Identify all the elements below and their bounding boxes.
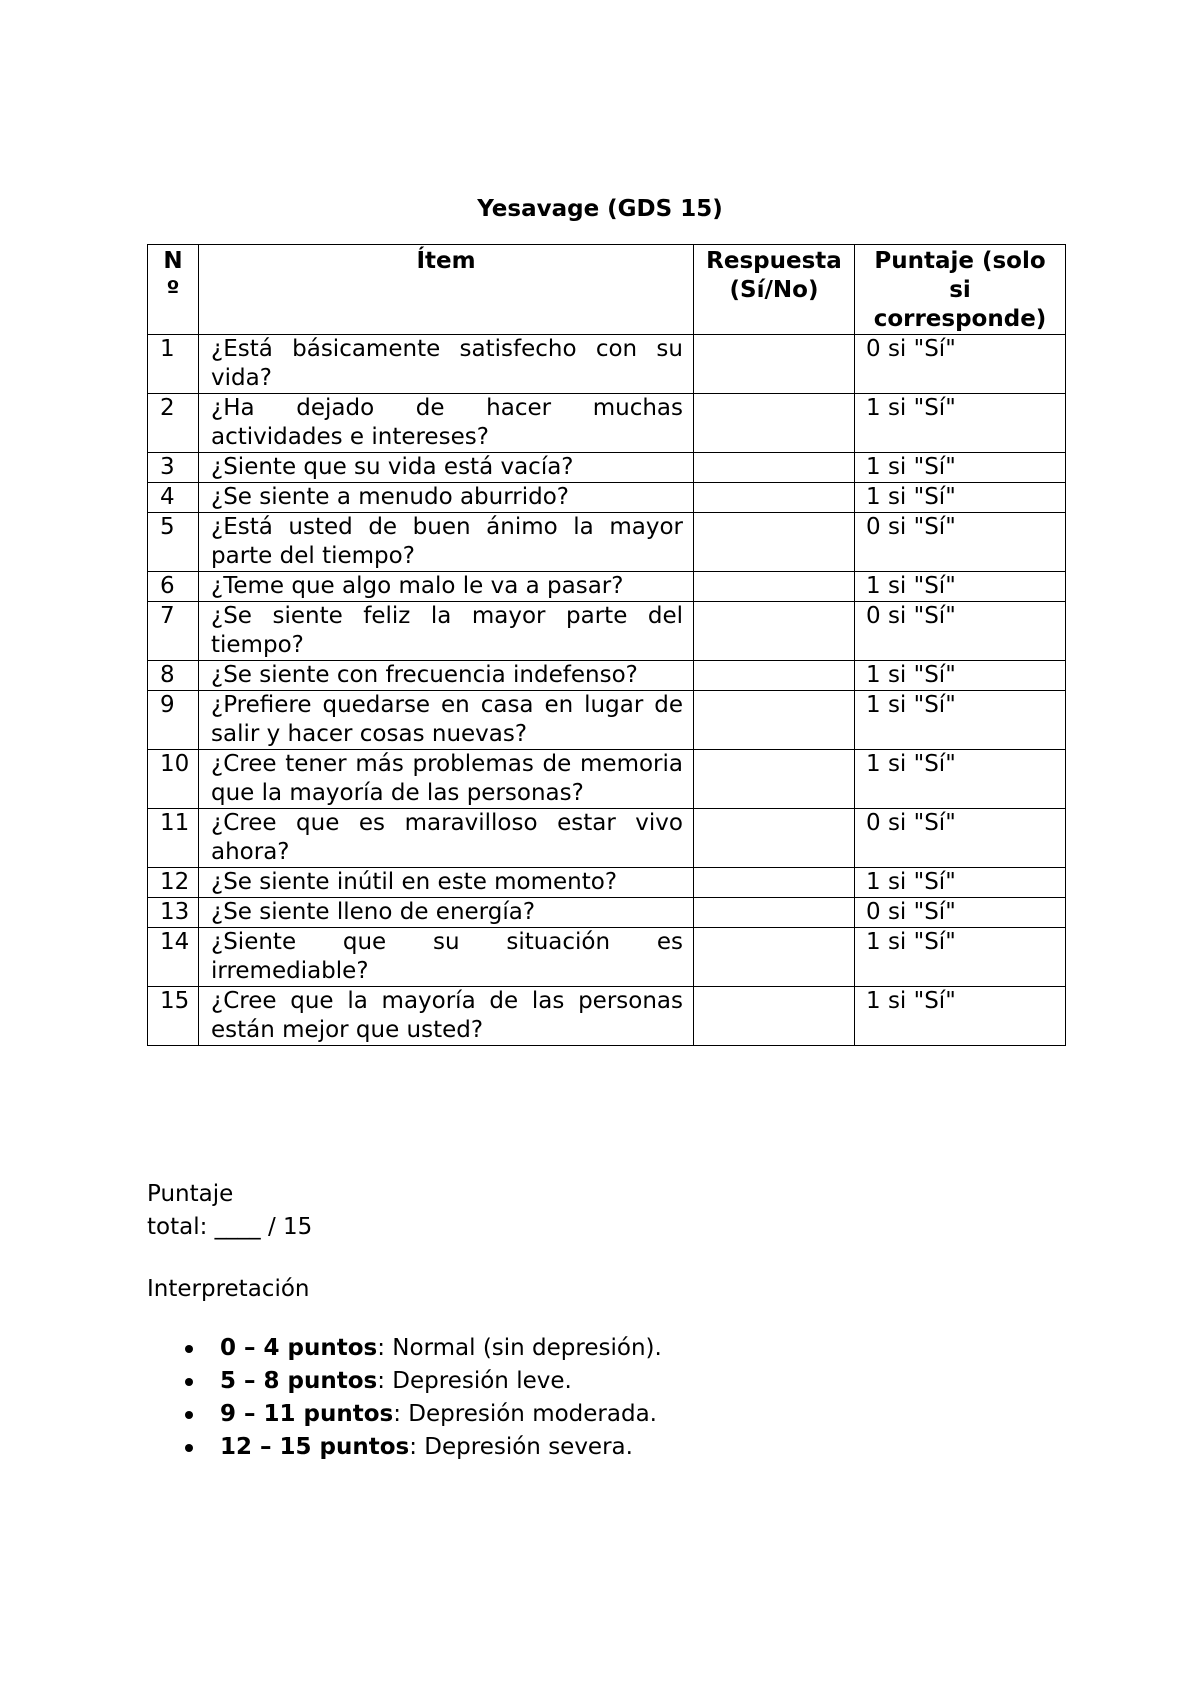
- list-item: [147, 1332, 662, 1365]
- row-response-cell[interactable]: [694, 602, 855, 661]
- table-header-row: [148, 245, 1066, 335]
- table-row: [148, 394, 1066, 453]
- table-row: [148, 661, 1066, 691]
- table-row: [148, 750, 1066, 809]
- row-item: ¿Está usted de buen ánimo la mayor parte del tiempo?: [199, 513, 694, 572]
- row-number: 15: [148, 987, 199, 1046]
- row-score: 0 si "Sí": [855, 602, 1066, 661]
- row-score: 1 si "Sí": [855, 928, 1066, 987]
- bullet-icon: [185, 1378, 193, 1386]
- row-item: ¿Se siente inútil en este momento?: [199, 868, 694, 898]
- row-item: ¿Siente que su vida está vacía?: [199, 453, 694, 483]
- total-label-left: total: ____ / 15: [147, 1214, 313, 1240]
- row-response-cell[interactable]: [694, 750, 855, 809]
- row-number: 6: [148, 572, 199, 602]
- row-score: 1 si "Sí": [855, 987, 1066, 1046]
- row-score: 1 si "Sí": [855, 868, 1066, 898]
- row-score: 0 si "Sí": [855, 335, 1066, 394]
- row-number: 3: [148, 453, 199, 483]
- row-number: 7: [148, 602, 199, 661]
- row-response-cell[interactable]: [694, 453, 855, 483]
- bullet-icon: [185, 1444, 193, 1452]
- table-row: [148, 483, 1066, 513]
- row-number: 5: [148, 513, 199, 572]
- row-score: 1 si "Sí": [855, 453, 1066, 483]
- header-number: Nº: [148, 245, 199, 335]
- gds-table: [147, 244, 1066, 1046]
- row-response-cell[interactable]: [694, 809, 855, 868]
- row-score: 1 si "Sí": [855, 572, 1066, 602]
- level-range: 12 – 15 puntos: [220, 1434, 410, 1460]
- row-item: ¿Cree tener más problemas de memoria que la mayoría de las personas?: [199, 750, 694, 809]
- row-item: ¿Teme que algo malo le va a pasar?: [199, 572, 694, 602]
- row-number: 13: [148, 898, 199, 928]
- table-row: [148, 335, 1066, 394]
- table-row: [148, 453, 1066, 483]
- level-text: : Depresión moderada.: [393, 1401, 657, 1427]
- row-number: 14: [148, 928, 199, 987]
- row-response-cell[interactable]: [694, 691, 855, 750]
- row-score: 1 si "Sí": [855, 394, 1066, 453]
- row-item: ¿Cree que la mayoría de las personas están mejor que usted?: [199, 987, 694, 1046]
- list-item: [147, 1365, 662, 1398]
- row-score: 1 si "Sí": [855, 483, 1066, 513]
- list-item: [147, 1431, 662, 1464]
- table-row: [148, 928, 1066, 987]
- row-score: 0 si "Sí": [855, 809, 1066, 868]
- bullet-icon: [185, 1345, 193, 1353]
- row-item: ¿Siente que su situación es irremediable?: [199, 928, 694, 987]
- total-label-right: Puntaje: [147, 1181, 234, 1207]
- level-text: : Depresión severa.: [409, 1434, 633, 1460]
- interpretation-heading: Interpretación: [147, 1276, 310, 1302]
- level-range: 0 – 4 puntos: [220, 1335, 378, 1361]
- row-item: ¿Se siente lleno de energía?: [199, 898, 694, 928]
- row-score: 0 si "Sí": [855, 513, 1066, 572]
- row-response-cell[interactable]: [694, 868, 855, 898]
- row-response-cell[interactable]: [694, 572, 855, 602]
- table-row: [148, 809, 1066, 868]
- row-item: ¿Se siente con frecuencia indefenso?: [199, 661, 694, 691]
- table-row: [148, 898, 1066, 928]
- row-item: ¿Cree que es maravilloso estar vivo ahora?: [199, 809, 694, 868]
- row-response-cell[interactable]: [694, 987, 855, 1046]
- level-text: : Normal (sin depresión).: [377, 1335, 662, 1361]
- row-score: 1 si "Sí": [855, 691, 1066, 750]
- row-response-cell[interactable]: [694, 661, 855, 691]
- interpretation-list: [147, 1332, 662, 1464]
- row-item: ¿Está básicamente satisfecho con su vida?: [199, 335, 694, 394]
- table-row: [148, 513, 1066, 572]
- row-score: 0 si "Sí": [855, 898, 1066, 928]
- row-item: ¿Se siente a menudo aburrido?: [199, 483, 694, 513]
- row-number: 2: [148, 394, 199, 453]
- row-response-cell[interactable]: [694, 898, 855, 928]
- table-row: [148, 691, 1066, 750]
- row-number: 11: [148, 809, 199, 868]
- row-number: 8: [148, 661, 199, 691]
- table-row: [148, 868, 1066, 898]
- table-row: [148, 987, 1066, 1046]
- header-response: Respuesta (Sí/No): [694, 245, 855, 335]
- list-item: [147, 1398, 662, 1431]
- table-row: [148, 572, 1066, 602]
- row-score: 1 si "Sí": [855, 661, 1066, 691]
- row-item: ¿Ha dejado de hacer muchas actividades e intereses?: [199, 394, 694, 453]
- level-range: 5 – 8 puntos: [220, 1368, 378, 1394]
- header-item: Ítem: [199, 245, 694, 335]
- level-text: : Depresión leve.: [377, 1368, 572, 1394]
- row-item: ¿Prefiere quedarse en casa en lugar de salir y hacer cosas nuevas?: [199, 691, 694, 750]
- level-range: 9 – 11 puntos: [220, 1401, 394, 1427]
- table-row: [148, 602, 1066, 661]
- row-response-cell[interactable]: [694, 928, 855, 987]
- bullet-icon: [185, 1411, 193, 1419]
- row-score: 1 si "Sí": [855, 750, 1066, 809]
- row-number: 1: [148, 335, 199, 394]
- row-number: 9: [148, 691, 199, 750]
- row-number: 10: [148, 750, 199, 809]
- total-score-line: [147, 1178, 1002, 1244]
- row-response-cell[interactable]: [694, 513, 855, 572]
- row-item: ¿Se siente feliz la mayor parte del tiempo?: [199, 602, 694, 661]
- row-number: 12: [148, 868, 199, 898]
- row-response-cell[interactable]: [694, 394, 855, 453]
- document-title: Yesavage (GDS 15): [477, 196, 723, 222]
- header-score: Puntaje (solo si corresponde): [855, 245, 1066, 335]
- row-response-cell[interactable]: [694, 335, 855, 394]
- row-number: 4: [148, 483, 199, 513]
- row-response-cell[interactable]: [694, 483, 855, 513]
